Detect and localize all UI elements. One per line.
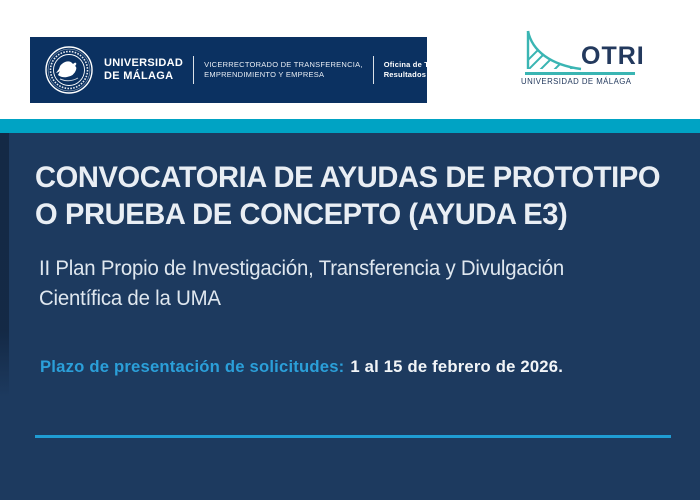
otri-office-line2: Resultados de Investigación [383, 70, 491, 79]
uma-name-line1: UNIVERSIDAD [104, 57, 184, 69]
deadline-value: 1 al 15 de febrero de 2026. [350, 357, 564, 376]
header-band [0, 0, 700, 119]
vicerrectorado-line1: VICERRECTORADO DE TRANSFERENCIA, [204, 60, 363, 69]
deadline-label: Plazo de presentación de solicitudes: [40, 357, 345, 376]
cyan-stripe [0, 119, 700, 133]
uma-name [104, 57, 183, 83]
title-line2: O PRUEBA DE CONCEPTO (AYUDA E3) [35, 198, 568, 231]
logo-divider [193, 56, 194, 84]
university-seal-icon [44, 45, 94, 95]
uma-name-line2: DE MÁLAGA [104, 70, 174, 82]
vicerrectorado-label [204, 60, 363, 80]
subtitle [39, 254, 564, 314]
otri-underline [525, 72, 635, 75]
logo-divider [373, 56, 374, 84]
otri-office-line1: Oficina de Transferencia de [383, 60, 488, 69]
otri-office-label [384, 60, 491, 80]
otri-university-label: UNIVERSIDAD DE MÁLAGA [521, 77, 632, 86]
dove-glyph [56, 61, 76, 77]
otri-curve-icon [521, 29, 583, 73]
page-title [35, 159, 660, 233]
title-line1: CONVOCATORIA DE AYUDAS DE PROTOTIPO [35, 161, 661, 194]
uma-logo-box [30, 37, 491, 103]
left-shade [0, 133, 9, 397]
announcement-panel [0, 133, 700, 500]
bottom-rule [35, 435, 671, 438]
deadline-row [40, 356, 563, 378]
vicerrectorado-line2: EMPRENDIMIENTO Y EMPRESA [204, 70, 325, 79]
subtitle-line1: II Plan Propio de Investigación, Transferencia y Divulgación [39, 257, 565, 280]
subtitle-line2: Científica de la UMA [39, 287, 221, 310]
otri-acronym: OTRI [581, 42, 645, 70]
otri-logo [521, 29, 645, 91]
